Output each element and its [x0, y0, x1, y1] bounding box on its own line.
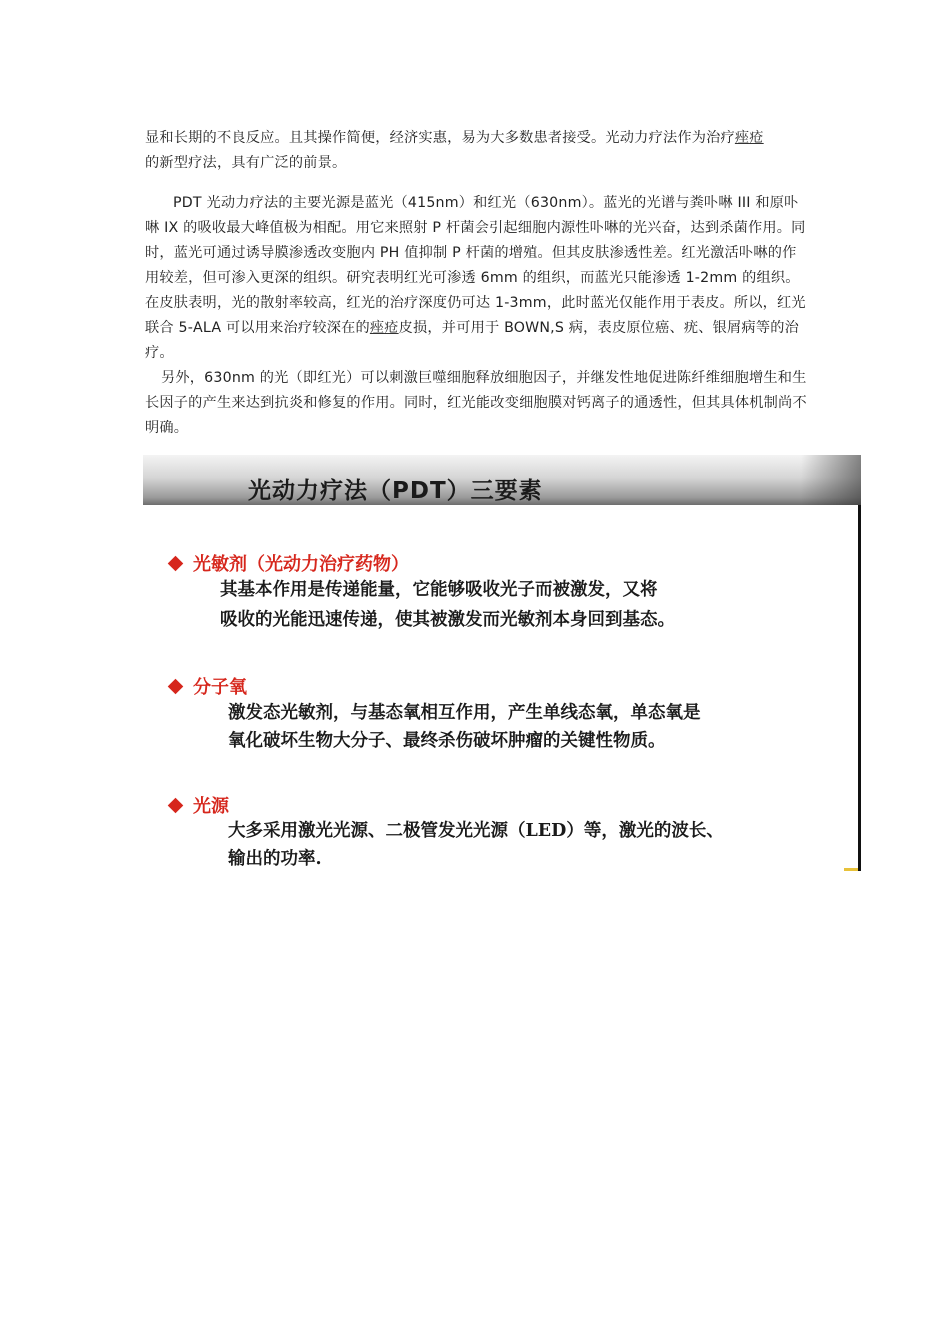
slide-header-shade: [801, 455, 861, 505]
slide-title: 光动力疗法（PDT）三要素: [248, 478, 543, 504]
diamond-bullet-icon: [168, 678, 184, 694]
bullet-body-line: 氧化破坏生物大分子、最终杀伤破坏肿瘤的关键性物质。: [228, 731, 666, 751]
paragraph-1-line-2: 的新型疗法，具有广泛的前景。: [145, 155, 347, 171]
paragraph-2-text-post: 皮损，并可用于 BOWN,S 病，表皮原位癌、疣、银屑病等的治疗。: [145, 320, 799, 361]
paragraph-2: [145, 191, 810, 366]
paragraph-1-text: 显和长期的不良反应。且其操作简便，经济实惠，易为大多数患者接受。光动力疗法作为治疗: [145, 130, 735, 146]
bullet-label: 分子氧: [193, 677, 247, 698]
slide-header: [143, 455, 861, 505]
bullet-body-photosensitizer: [220, 575, 675, 635]
paragraph-3-body: 另外，630nm 的光（即红光）可以刺激巨噬细胞释放细胞因子，并继发性地促进陈纤维细胞增生和生长因子的产生来达到抗炎和修复的作用。同时，红光能改变细胞膜对钙离子的通透性，但其具体机制尚不明确。: [145, 370, 807, 436]
slide-bullet-oxygen: [170, 673, 247, 699]
slide-corner-mark: [844, 868, 858, 871]
pdt-slide-image: [143, 455, 861, 871]
bullet-body-line: 吸收的光能迅速传递，使其被激发而光敏剂本身回到基态。: [220, 610, 675, 630]
diamond-bullet-icon: [168, 797, 184, 813]
slide-border: [858, 505, 861, 871]
bullet-body-line: 大多采用激光光源、二极管发光光源（LED）等，激光的波长、: [228, 821, 724, 841]
bullet-body-light-source: [228, 817, 724, 871]
bullet-body-line: 其基本作用是传递能量，它能够吸收光子而被激发，又将: [220, 580, 658, 600]
bullet-body-line: 激发态光敏剂，与基态氧相互作用，产生单线态氧，单态氧是: [228, 703, 701, 723]
paragraph-1: [145, 126, 810, 176]
acne-link-1[interactable]: 痤疮: [734, 130, 764, 146]
paragraph-2-body: [145, 191, 810, 366]
slide-bullet-photosensitizer: [170, 550, 409, 576]
diamond-bullet-icon: [168, 555, 184, 571]
paragraph-1-line-1: [145, 126, 810, 151]
paragraph-3: [145, 366, 810, 441]
paragraph-2-text-pre: PDT 光动力疗法的主要光源是蓝光（415nm）和红光（630nm）。蓝光的光谱与粪卟啉 III 和原卟啉 IX 的吸收最大峰值极为相配。用它来照射 P 杆菌会引起细胞内源性卟啉的光兴奋，达到杀菌作用。同时，蓝光可通过诱导膜渗透改变胞内 PH 值抑制 P 杆菌的增殖。但其皮肤渗透性差。红光激活卟啉的作用较差，但可渗入更深的组织。研究表明红光可渗透 6mm 的组织，而蓝光只能渗透 1-2mm 的组织。在皮肤表明，光的散射率较高，红光的治疗深度仍可达 1-3mm，此时蓝光仅能作用于表皮。所以，红光联合 5-ALA 可以用来治疗较深在的: [145, 195, 806, 336]
slide-bullet-light-source: [170, 792, 229, 818]
acne-link-2[interactable]: 痤疮: [369, 320, 399, 336]
bullet-body-oxygen: [228, 699, 701, 755]
bullet-label: 光敏剂（光动力治疗药物）: [193, 554, 409, 575]
bullet-body-line: 输出的功率.: [228, 849, 322, 869]
bullet-label: 光源: [193, 796, 229, 817]
